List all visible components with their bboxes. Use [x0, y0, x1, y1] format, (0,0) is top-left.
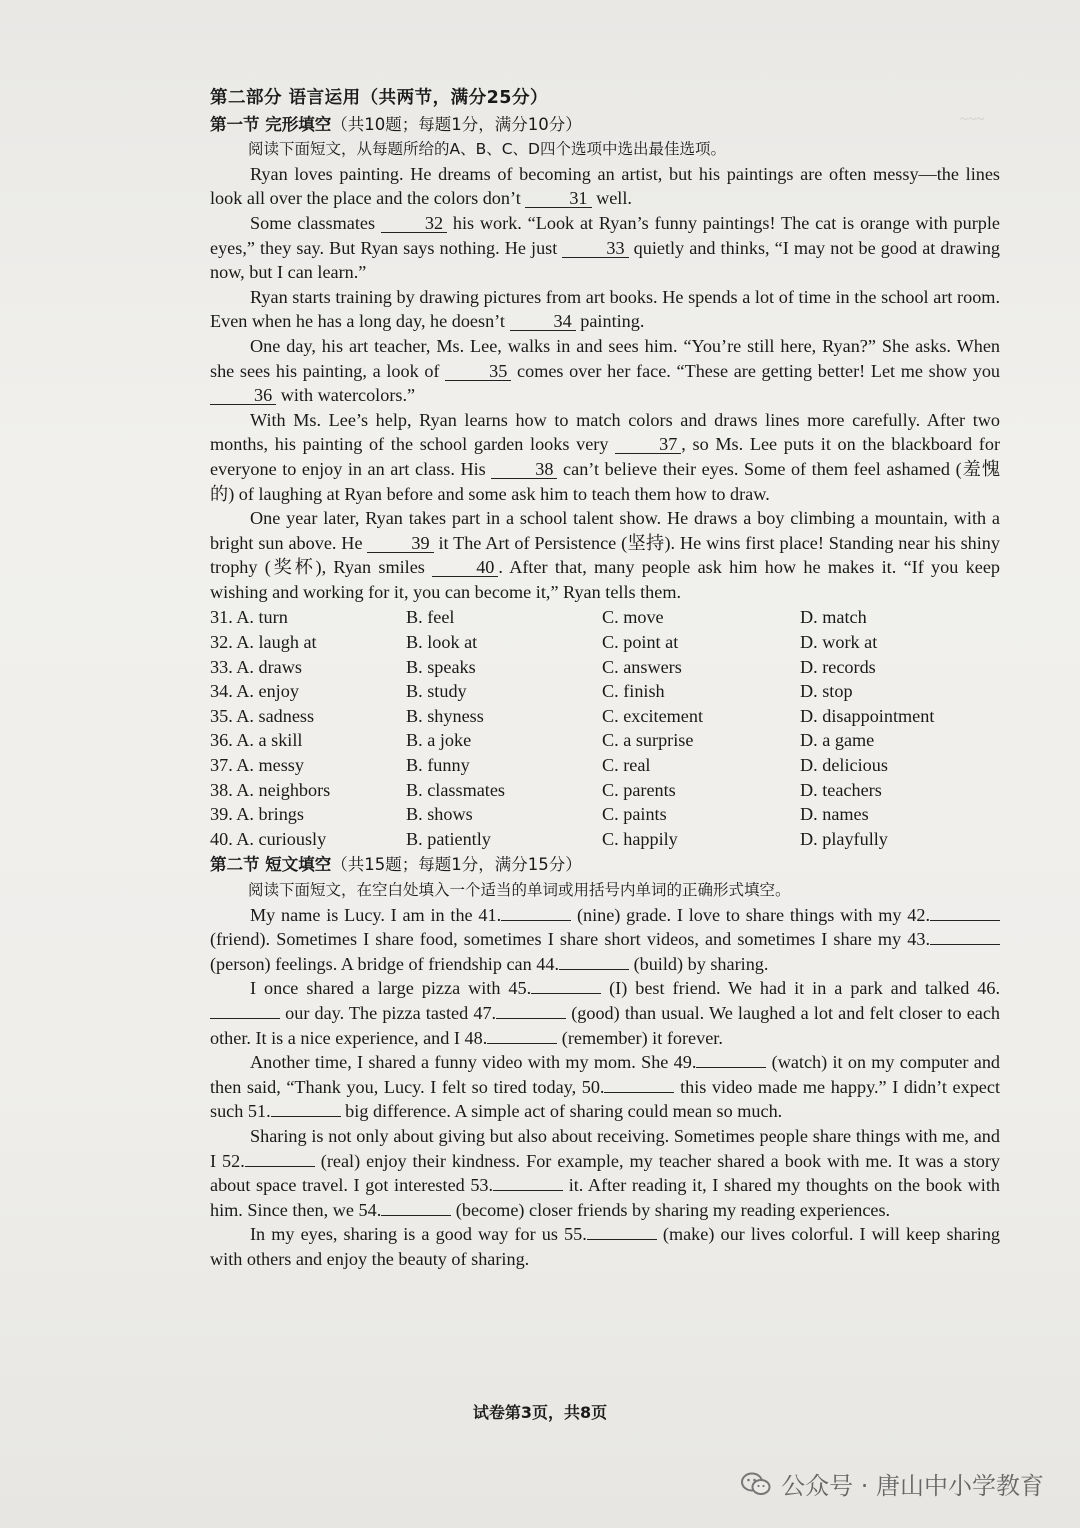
option-cell: D. stop: [800, 681, 853, 702]
paragraph-text: , so Ms. Lee puts it on the blackboard for everyone to enjoy in an art class. His: [210, 434, 1000, 479]
option-cell: B. patiently: [406, 828, 491, 849]
paragraph-text: it The Art of Persistence (坚持). He wins first place! Standing near his shiny trophy (奖杯), Ryan smiles: [210, 532, 1000, 578]
option-cell: 32. A. laugh at: [210, 632, 317, 653]
blank-53: [493, 1190, 563, 1191]
paragraph-text: (friend). Sometimes I share food, sometimes I share short videos, and sometimes I share my 43.: [210, 929, 930, 950]
blank-35: 35: [445, 362, 511, 381]
fill-paragraph-1: [210, 903, 1000, 977]
option-cell: B. shows: [406, 804, 473, 825]
paragraph-text: his work. “Look at Ryan’s funny paintings! The cat is orange with purple eyes,” they say. But Ryan says nothing. He just: [210, 212, 1000, 258]
option-row: [210, 778, 1000, 803]
option-cell: D. playfully: [800, 828, 888, 849]
section1-instruction: 阅读下面短文，从每题所给的A、B、C、D四个选项中选出最佳选项。: [248, 140, 726, 159]
option-cell: 31. A. turn: [210, 607, 288, 628]
cloze-paragraph-1: [210, 162, 1000, 211]
paragraph-text: Ryan starts training by drawing pictures from art books. He spends a lot of time in the school art room. Even when he has a long day, he doesn’t: [210, 286, 1000, 332]
page-content: [210, 86, 1000, 1272]
option-cell: B. feel: [406, 607, 455, 628]
option-cell: D. records: [800, 656, 876, 677]
option-cell: 37. A. messy: [210, 755, 304, 776]
option-row: [210, 630, 1000, 655]
section1-points: （共10题；每题1分，满分10分）: [331, 114, 582, 134]
fill-paragraph-2: [210, 976, 1000, 1050]
paragraph-text: In my eyes, sharing is a good way for us 55.: [250, 1224, 587, 1245]
paragraph-text: (make) our lives colorful. I will keep sharing with others and enjoy the beauty of sharing.: [210, 1224, 1001, 1269]
watermark: [741, 1466, 1044, 1501]
blank-32: 32: [381, 214, 447, 233]
blank-36: 36: [210, 386, 276, 405]
blank-33: 33: [562, 239, 628, 258]
option-cell: B. study: [406, 681, 467, 702]
paragraph-text: (build) by sharing.: [633, 953, 769, 974]
option-cell: 36. A. a skill: [210, 730, 303, 751]
blank-34: 34: [510, 312, 576, 331]
option-cell: D. work at: [800, 632, 878, 653]
blank-46: [210, 1018, 280, 1019]
watermark-text: 公众号 · 唐山中小学教育: [781, 1472, 1044, 1500]
section2-points: （共15题；每题1分，满分15分）: [331, 855, 582, 875]
blank-51: [271, 1116, 341, 1117]
option-cell: B. classmates: [406, 779, 506, 800]
blank-48: [487, 1043, 557, 1044]
section2-title: 第二节 短文填空: [210, 855, 332, 875]
paragraph-text: (become) closer friends by sharing my reading experiences.: [455, 1199, 891, 1220]
cloze-paragraph-4: [210, 334, 1000, 408]
options-table: [210, 605, 1000, 851]
option-cell: D. disappointment: [800, 705, 935, 726]
paragraph-text: (good) than usual. We laughed a lot and felt closer to each other. It is a nice experience, and I 48.: [210, 1002, 1001, 1048]
paragraph-text: (remember) it forever.: [561, 1027, 723, 1048]
option-cell: C. move: [602, 607, 664, 628]
cloze-paragraph-2: [210, 211, 1000, 285]
paragraph-text: Some classmates: [250, 212, 376, 233]
option-cell: B. a joke: [406, 730, 472, 751]
paragraph-text: it. After reading it, I shared my thoughts on the book with him. Since then, we 54.: [210, 1175, 1001, 1220]
option-cell: 40. A. curiously: [210, 828, 327, 849]
paragraph-text: big difference. A simple act of sharing could mean so much.: [345, 1101, 783, 1122]
paragraph-text: (real) enjoy their kindness. For example, my teacher shared a book with me. It was a story about space travel. I got interested 53.: [210, 1150, 1001, 1196]
paragraph-text: this video made me happy.” I didn’t expect such 51.: [210, 1076, 1000, 1122]
option-cell: 35. A. sadness: [210, 705, 315, 726]
option-cell: C. parents: [602, 779, 676, 800]
paragraph-text: My name is Lucy. I am in the 41.: [250, 904, 502, 925]
wechat-icon: [741, 1471, 771, 1497]
blank-54: [381, 1215, 451, 1216]
paragraph-text: well.: [596, 188, 632, 209]
paragraph-text: (nine) grade. I love to share things with my 42.: [576, 904, 930, 925]
option-cell: 34. A. enjoy: [210, 681, 299, 702]
blank-42: [930, 920, 1000, 921]
option-cell: D. teachers: [800, 779, 882, 800]
bleed-through-text: ~~~: [960, 112, 985, 128]
blank-55: [587, 1239, 657, 1240]
blank-38: 38: [491, 460, 557, 479]
option-row: [210, 753, 1000, 778]
blank-45: [531, 993, 601, 994]
blank-39: 39: [367, 534, 433, 553]
cloze-paragraph-6: [210, 506, 1000, 604]
option-cell: 38. A. neighbors: [210, 779, 331, 800]
section2-instruction: 阅读下面短文，在空白处填入一个适当的单词或用括号内单词的正确形式填空。: [248, 881, 791, 899]
option-cell: B. speaks: [406, 656, 476, 677]
fill-paragraph-5: [210, 1222, 1000, 1271]
option-cell: C. point at: [602, 632, 679, 653]
option-cell: D. names: [800, 804, 869, 825]
option-cell: C. finish: [602, 681, 665, 702]
paragraph-text: with watercolors.”: [280, 385, 416, 406]
cloze-paragraph-5: [210, 408, 1000, 506]
blank-41: [501, 920, 571, 921]
paragraph-text: our day. The pizza tasted 47.: [285, 1002, 497, 1023]
option-cell: B. funny: [406, 755, 470, 776]
option-row: [210, 679, 1000, 704]
blank-31: 31: [525, 189, 591, 208]
section1-heading: [210, 113, 1000, 138]
cloze-paragraph-3: [210, 285, 1000, 334]
option-cell: B. look at: [406, 632, 478, 653]
blank-44: [559, 969, 629, 970]
paragraph-text: Sharing is not only about giving but also about receiving. Sometimes people share things with me, and I 52.: [210, 1125, 1000, 1171]
option-cell: C. paints: [602, 804, 667, 825]
option-cell: D. delicious: [800, 755, 888, 776]
paragraph-text: (watch) it on my computer and then said, “Thank you, Lucy. I felt so tired today, 50.: [210, 1052, 1001, 1097]
option-row: [210, 605, 1000, 630]
paragraph-text: can’t believe their eyes. Some of them feel ashamed (羞愧的) of laughing at Ryan before and some ask him to teach them how to draw.: [210, 458, 1001, 504]
paragraph-text: Another time, I shared a funny video with my mom. She 49.: [250, 1052, 697, 1073]
blank-52: [245, 1166, 315, 1167]
option-cell: C. real: [602, 755, 651, 776]
page-footer: 试卷第3页，共8页: [472, 1403, 608, 1422]
fill-paragraph-4: [210, 1124, 1000, 1222]
option-cell: 33. A. draws: [210, 656, 302, 677]
option-cell: D. a game: [800, 730, 875, 751]
option-cell: D. match: [800, 607, 867, 628]
blank-49: [696, 1067, 766, 1068]
paragraph-text: comes over her face. “These are getting better! Let me show you: [517, 360, 1001, 381]
option-cell: 39. A. brings: [210, 804, 304, 825]
option-cell: C. answers: [602, 656, 682, 677]
section1-title: 第一节 完形填空: [210, 114, 332, 134]
paragraph-text: I once shared a large pizza with 45.: [250, 978, 532, 999]
option-cell: B. shyness: [406, 705, 484, 726]
part-title: 第二部分 语言运用（共两节，满分25分）: [210, 88, 548, 108]
blank-37: 37: [615, 435, 681, 454]
section2-heading: [210, 853, 1000, 878]
paragraph-text: One year later, Ryan takes part in a school talent show. He draws a boy climbing a mountain, with a bright sun above. He: [210, 508, 1000, 553]
paragraph-text: One day, his art teacher, Ms. Lee, walks in and sees him. “You’re still here, Ryan?” She asks. When she sees his painting, a look of: [210, 335, 1000, 381]
option-cell: C. happily: [602, 828, 678, 849]
paragraph-text: quietly and thinks, “I may not be good at drawing now, but I can learn.”: [210, 237, 1001, 283]
paragraph-text: Ryan loves painting. He dreams of becoming an artist, but his paintings are often messy—the lines look all over the place and the colors don’t: [210, 163, 1000, 209]
option-row: [210, 655, 1000, 680]
blank-43: [930, 944, 1000, 945]
paragraph-text: With Ms. Lee’s help, Ryan learns how to match colors and draws lines more carefully. After two months, his painting of the school garden looks very: [210, 409, 1000, 455]
option-cell: C. a surprise: [602, 730, 694, 751]
option-cell: C. excitement: [602, 705, 704, 726]
option-row: [210, 704, 1000, 729]
paragraph-text: (person) feelings. A bridge of friendship can 44.: [210, 953, 560, 974]
blank-47: [496, 1018, 566, 1019]
paragraph-text: painting.: [580, 311, 645, 332]
option-row: [210, 728, 1000, 753]
paragraph-text: . After that, many people ask him how he makes it. “If you keep wishing and working for it, you can become it,” Ryan tells them.: [210, 557, 1000, 602]
blank-40: 40: [432, 558, 498, 577]
option-row: [210, 802, 1000, 827]
blank-50: [604, 1092, 674, 1093]
paragraph-text: (I) best friend. We had it in a park and talked 46.: [609, 978, 1000, 999]
fill-paragraph-3: [210, 1050, 1000, 1124]
option-row: [210, 827, 1000, 852]
